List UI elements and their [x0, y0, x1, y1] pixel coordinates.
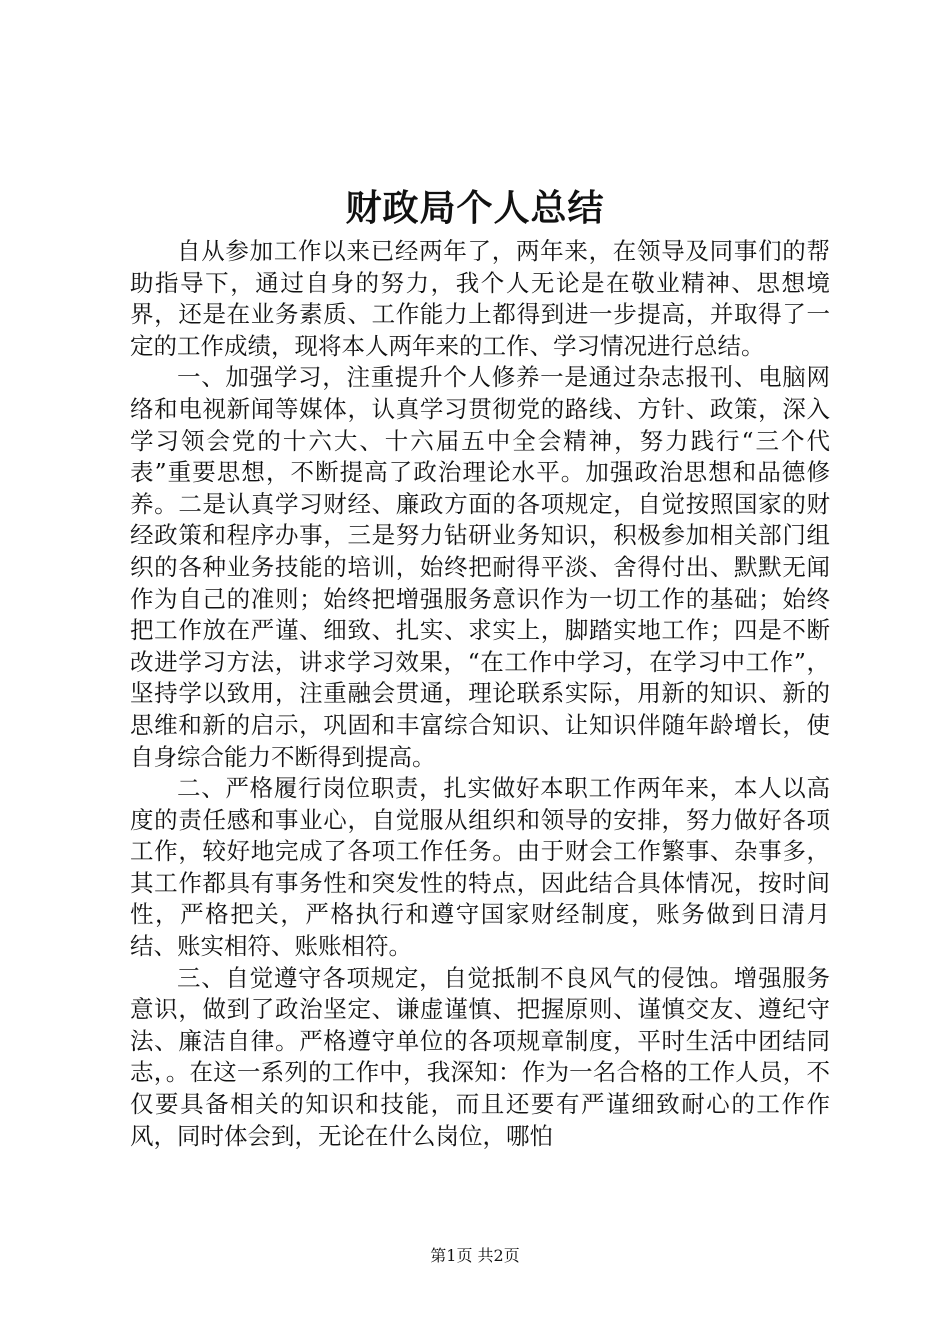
- paragraph-section-3: 三、自觉遵守各项规定，自觉抵制不良风气的侵蚀。增强服务意识，做到了政治坚定、谦虚谨慎、把握原则、谨慎交友、遵纪守法、廉洁自律。严格遵守单位的各项规章制度，平时生活中团结同志，。在这一系列的工作中，我深知：作为一名合格的工作人员，不仅要具备相关的知识和技能，而且还要有严谨细致耐心的工作作风，同时体会到，无论在什么岗位，哪怕: [130, 963, 830, 1150]
- paragraph-section-1: 一、加强学习，注重提升个人修养一是通过杂志报刊、电脑网络和电视新闻等媒体，认真学习贯彻党的路线、方针、政策，深入学习领会党的十六大、十六届五中全会精神，努力践行“三个代表”重要思想，不断提高了政治理论水平。加强政治思想和品德修养。二是认真学习财经、廉政方面的各项规定，自觉按照国家的财经政策和程序办事，三是努力钻研业务知识，积极参加相关部门组织的各种业务技能的培训，始终把耐得平淡、舍得付出、默默无闻作为自己的准则；始终把增强服务意识作为一切工作的基础；始终把工作放在严谨、细致、扎实、求实上，脚踏实地工作；四是不断改进学习方法，讲求学习效果，“在工作中学习，在学习中工作”，坚持学以致用，注重融会贯通，理论联系实际，用新的知识、新的思维和新的启示，巩固和丰富综合知识、让知识伴随年龄增长，使自身综合能力不断得到提高。: [130, 363, 830, 771]
- paragraph-intro: 自从参加工作以来已经两年了，两年来，在领导及同事们的帮助指导下，通过自身的努力，我个人无论是在敬业精神、思想境界，还是在业务素质、工作能力上都得到进一步提高，并取得了一定的工作成绩，现将本人两年来的工作、学习情况进行总结。: [130, 237, 830, 360]
- document-body: [130, 236, 830, 1152]
- document-title: 财政局个人总结: [345, 187, 605, 229]
- paragraph-section-2: 二、严格履行岗位职责，扎实做好本职工作两年来，本人以高度的责任感和事业心，自觉服从组织和领导的安排，努力做好各项工作，较好地完成了各项工作任务。由于财会工作繁事、杂事多，其工作都具有事务性和突发性的特点，因此结合具体情况，按时间性，严格把关，严格执行和遵守国家财经制度，账务做到日清月结、账实相符、账账相符。: [130, 774, 830, 961]
- page-footer: 第1页 共2页: [430, 1246, 520, 1265]
